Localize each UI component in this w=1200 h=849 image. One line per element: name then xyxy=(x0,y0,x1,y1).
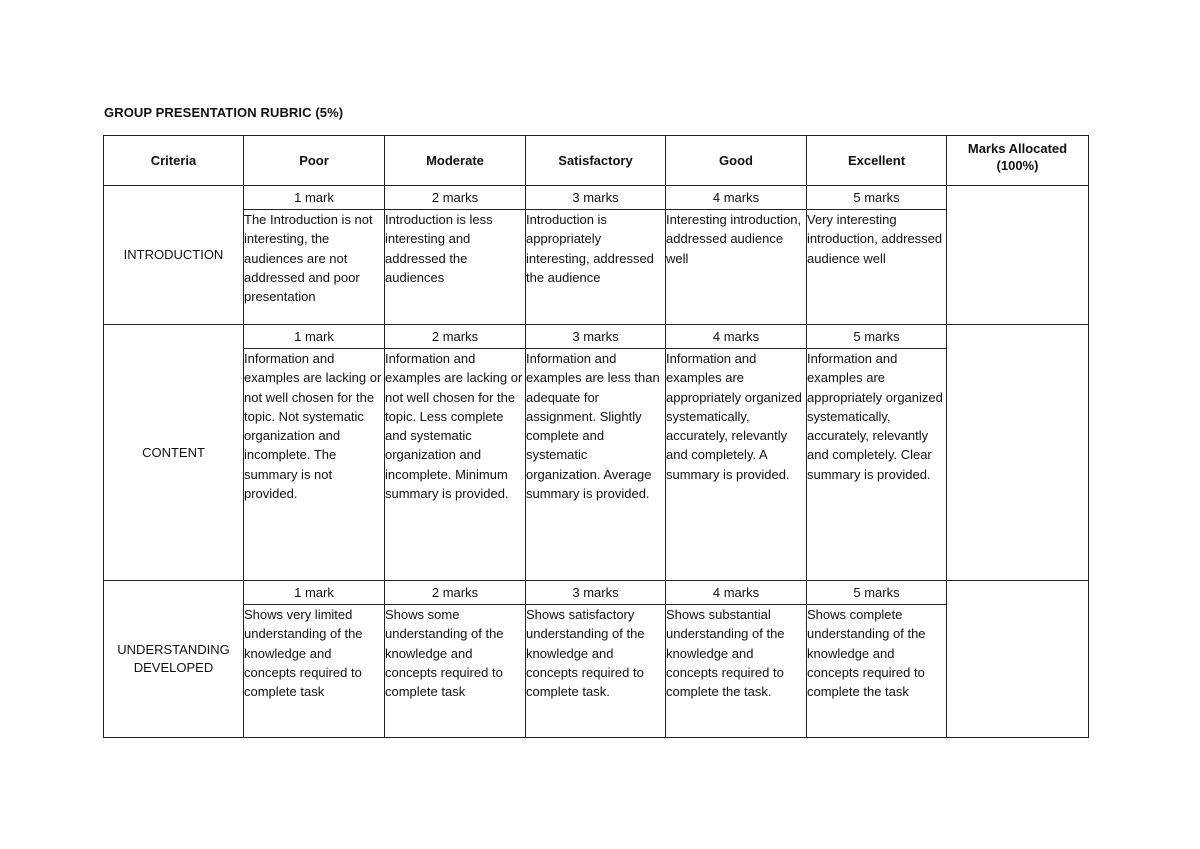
header-marks-allocated: Marks Allocated (100%) xyxy=(947,136,1089,186)
mark-label: 2 marks xyxy=(385,186,526,210)
criterion-content: CONTENT xyxy=(104,325,244,581)
description-excellent: Information and examples are appropriately organized systematically, accurately, relevantly and completely. Clear summary is provided. xyxy=(807,349,947,581)
mark-label: 2 marks xyxy=(385,581,526,605)
mark-label: 4 marks xyxy=(666,325,807,349)
marks-allocated-cell[interactable] xyxy=(947,581,1089,738)
description-moderate: Shows some understanding of the knowledge and concepts required to complete task xyxy=(385,605,526,738)
criterion-label: UNDERSTANDING DEVELOPED xyxy=(117,642,230,675)
mark-label: 2 marks xyxy=(385,325,526,349)
description-moderate: Information and examples are lacking or not well chosen for the topic. Less complete and systematic organization and incomplete. Minimum summary is provided. xyxy=(385,349,526,581)
description-excellent: Shows complete understanding of the knowledge and concepts required to complete the task xyxy=(807,605,947,738)
mark-label: 5 marks xyxy=(807,186,947,210)
criterion-introduction: INTRODUCTION xyxy=(104,186,244,325)
marks-allocated-cell[interactable] xyxy=(947,186,1089,325)
header-criteria: Criteria xyxy=(104,136,244,186)
page-title: GROUP PRESENTATION RUBRIC (5%) xyxy=(104,105,344,120)
table-row xyxy=(104,325,1089,349)
table-row xyxy=(104,186,1089,210)
mark-label: 4 marks xyxy=(666,186,807,210)
mark-label: 3 marks xyxy=(526,581,666,605)
mark-label: 1 mark xyxy=(244,325,385,349)
table-row xyxy=(104,581,1089,605)
description-poor: The Introduction is not interesting, the audiences are not addressed and poor presentation xyxy=(244,210,385,325)
description-excellent: Very interesting introduction, addressed audience well xyxy=(807,210,947,325)
table-row xyxy=(104,349,1089,581)
mark-label: 3 marks xyxy=(526,186,666,210)
header-satisfactory: Satisfactory xyxy=(526,136,666,186)
description-satisfactory: Information and examples are less than adequate for assignment. Slightly complete and systematic organization. Average summary is provided. xyxy=(526,349,666,581)
header-moderate: Moderate xyxy=(385,136,526,186)
description-moderate: Introduction is less interesting and addressed the audiences xyxy=(385,210,526,325)
table-row xyxy=(104,605,1089,738)
mark-label: 3 marks xyxy=(526,325,666,349)
description-good: Shows substantial understanding of the knowledge and concepts required to complete the task. xyxy=(666,605,807,738)
description-poor: Information and examples are lacking or not well chosen for the topic. Not systematic organization and incomplete. The summary is not provided. xyxy=(244,349,385,581)
table-row xyxy=(104,210,1089,325)
rubric-table xyxy=(103,135,1089,738)
description-poor: Shows very limited understanding of the knowledge and concepts required to complete task xyxy=(244,605,385,738)
header-poor: Poor xyxy=(244,136,385,186)
description-satisfactory: Shows satisfactory understanding of the knowledge and concepts required to complete task. xyxy=(526,605,666,738)
description-satisfactory: Introduction is appropriately interesting, addressed the audience xyxy=(526,210,666,325)
mark-label: 4 marks xyxy=(666,581,807,605)
mark-label: 5 marks xyxy=(807,581,947,605)
header-excellent: Excellent xyxy=(807,136,947,186)
header-row xyxy=(104,136,1089,186)
description-good: Information and examples are appropriately organized systematically, accurately, relevantly and completely. A summary is provided. xyxy=(666,349,807,581)
description-good: Interesting introduction, addressed audience well xyxy=(666,210,807,325)
criterion-understanding-developed xyxy=(104,581,244,738)
header-good: Good xyxy=(666,136,807,186)
mark-label: 1 mark xyxy=(244,581,385,605)
mark-label: 1 mark xyxy=(244,186,385,210)
marks-allocated-cell[interactable] xyxy=(947,325,1089,581)
mark-label: 5 marks xyxy=(807,325,947,349)
